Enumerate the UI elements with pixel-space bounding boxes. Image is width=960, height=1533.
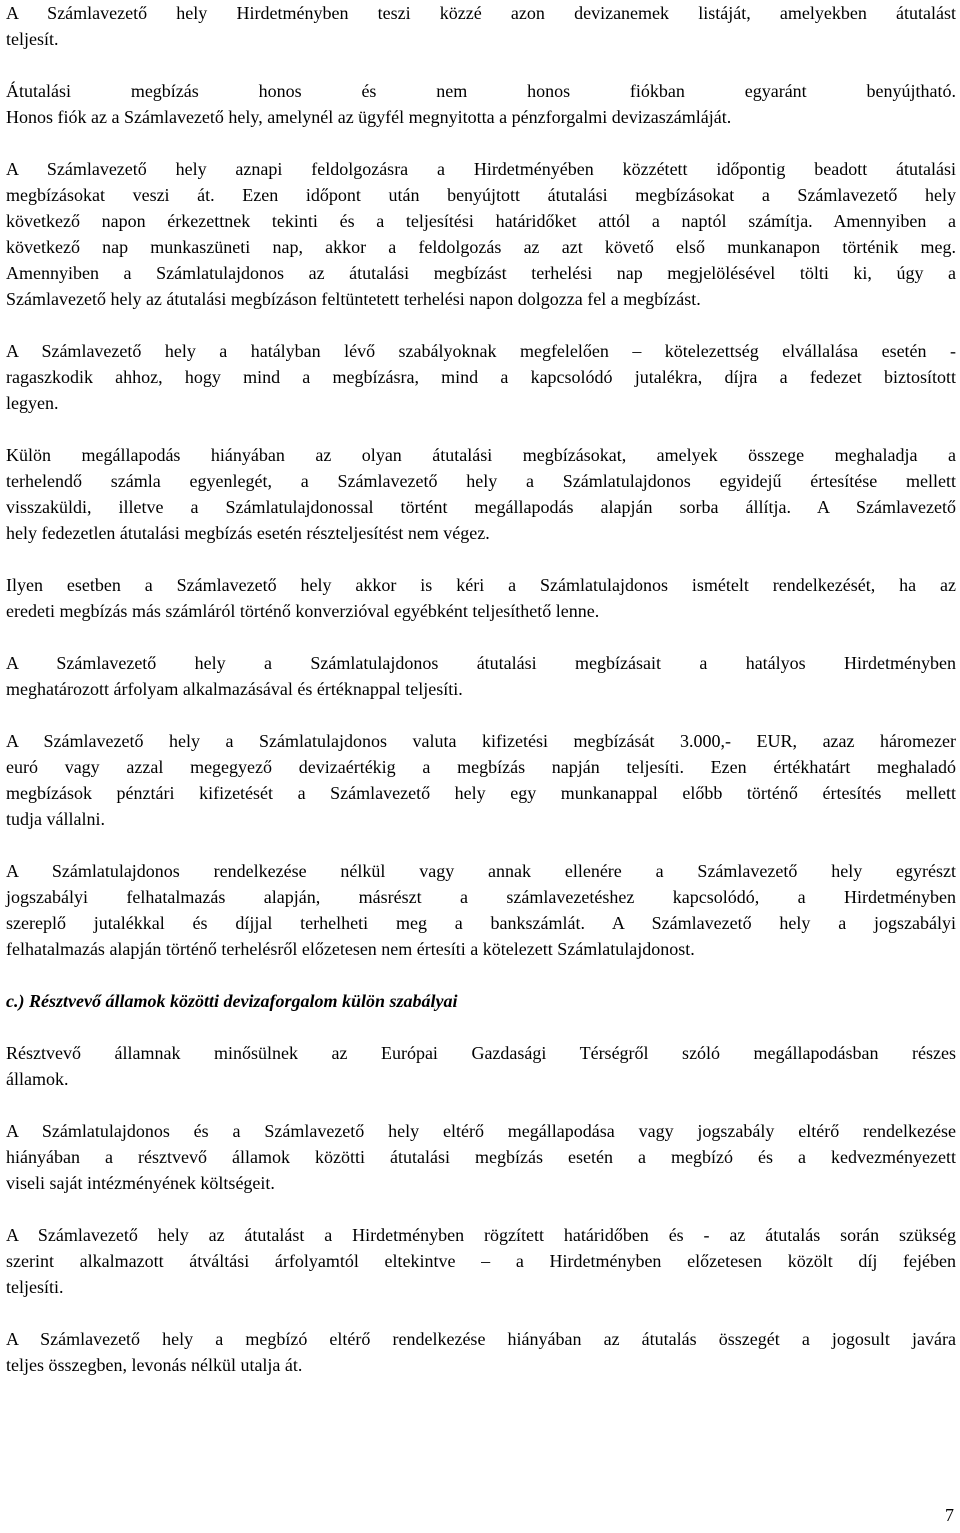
paragraph — [6, 0, 956, 52]
text-line: szerint alkalmazott átváltási árfolyamtól eltekintve – a Hirdetményben előzetesen közölt díj fejében — [6, 1251, 956, 1271]
paragraph — [6, 442, 956, 546]
text-line: teljes összegben, levonás nélkül utalja át. — [6, 1355, 303, 1375]
paragraph — [6, 1222, 956, 1300]
paragraph-spacing — [6, 702, 956, 728]
paragraph — [6, 78, 956, 130]
paragraph-spacing — [6, 52, 956, 78]
text-line: A Számlatulajdonos rendelkezése nélkül vagy annak ellenére a Számlavezető hely egyrészt — [6, 861, 956, 881]
text-line: teljesít. — [6, 29, 59, 49]
paragraph-spacing — [6, 546, 956, 572]
text-line: Átutalási megbízás honos és nem honos fiókban egyaránt benyújtható. — [6, 81, 956, 101]
text-line: A Számlatulajdonos és a Számlavezető hely eltérő megállapodása vagy jogszabály eltérő rendelkezése — [6, 1121, 956, 1141]
text-line: euró vagy azzal megegyező devizaértékig a megbízás napján teljesíti. Ezen értékhatárt meghaladó — [6, 757, 956, 777]
text-line: felhatalmazás alapján történő terhelésről előzetesen nem értesíti a kötelezett Számlatulajdonost. — [6, 939, 695, 959]
text-line: legyen. — [6, 393, 59, 413]
paragraph-spacing — [6, 832, 956, 858]
text-line: meghatározott árfolyam alkalmazásával és értéknappal teljesíti. — [6, 679, 463, 699]
text-line: terhelendő számla egyenlegét, a Számlavezető hely a Számlatulajdonos egyidejű értesítése mellett — [6, 471, 956, 491]
text-line: Résztvevő államnak minősülnek az Európai Gazdasági Térségről szóló megállapodásban részes — [6, 1043, 956, 1063]
paragraph-spacing — [6, 1196, 956, 1222]
text-line: A Számlavezető hely az átutalást a Hirdetményben rögzített határidőben és - az átutalás során szükség — [6, 1225, 956, 1245]
text-line: Külön megállapodás hiányában az olyan átutalási megbízásokat, amelyek összege meghaladja a — [6, 445, 956, 465]
text-line: hiányában a résztvevő államok közötti átutalási megbízás esetén a megbízó és a kedvezményezett — [6, 1147, 956, 1167]
text-line: A Számlavezető hely a megbízó eltérő rendelkezése hiányában az átutalás összegét a jogosult javára — [6, 1329, 956, 1349]
text-line: teljesíti. — [6, 1277, 64, 1297]
paragraph — [6, 1326, 956, 1378]
text-line: viseli saját intézményének költségeit. — [6, 1173, 275, 1193]
text-line: megbízások pénztári kifizetését a Számlavezető hely egy munkanappal előbb történő értesítés mellett — [6, 783, 956, 803]
text-line: hely fedezetlen átutalási megbízás esetén részteljesítést nem végez. — [6, 523, 490, 543]
text-line: eredeti megbízás más számláról történő konverzióval egyébként teljesíthető lenne. — [6, 601, 600, 621]
text-line: Honos fiók az a Számlavezető hely, amelynél az ügyfél megnyitotta a pénzforgalmi devizaszámláját. — [6, 107, 732, 127]
text-line: következő napon érkezettnek tekinti és a teljesítési határidőket attól a naptól számítja. Amennyiben a — [6, 211, 956, 231]
text-line: szereplő jutalékkal és díjjal terhelheti meg a bankszámlát. A Számlavezető hely a jogszabályi — [6, 913, 956, 933]
page-number: 7 — [945, 1505, 954, 1525]
text-line: A Számlavezető hely a Számlatulajdonos átutalási megbízásait a hatályos Hirdetményben — [6, 653, 956, 673]
paragraph — [6, 1118, 956, 1196]
paragraph-spacing — [6, 1092, 956, 1118]
paragraph-spacing — [6, 962, 956, 988]
paragraph — [6, 572, 956, 624]
document-page — [6, 0, 956, 1378]
text-line: következő nap munkaszüneti nap, akkor a feldolgozás az azt követő első munkanapon történik meg. — [6, 237, 956, 257]
text-line: A Számlavezető hely a hatályban lévő szabályoknak megfelelően – kötelezettség elvállalása esetén - — [6, 341, 956, 361]
section-heading: c.) Résztvevő államok közötti devizaforgalom külön szabályai — [6, 991, 458, 1011]
text-line: A Számlavezető hely a Számlatulajdonos valuta kifizetési megbízását 3.000,- EUR, azaz háromezer — [6, 731, 956, 751]
text-line: A Számlavezető hely aznapi feldolgozásra a Hirdetményében közzétett időpontig beadott átutalási — [6, 159, 956, 179]
paragraph-spacing — [6, 130, 956, 156]
paragraph — [6, 728, 956, 832]
text-line: jogszabályi felhatalmazás alapján, másrészt a számlavezetéshez kapcsolódó, a Hirdetményben — [6, 887, 956, 907]
text-line: Amennyiben a Számlatulajdonos az átutalási megbízást terhelési nap megjelölésével tölti ki, úgy a — [6, 263, 956, 283]
text-line: államok. — [6, 1069, 69, 1089]
paragraph — [6, 650, 956, 702]
text-line: Ilyen esetben a Számlavezető hely akkor is kéri a Számlatulajdonos ismételt rendelkezését, ha az — [6, 575, 956, 595]
paragraph-spacing — [6, 624, 956, 650]
text-line: visszaküldi, illetve a Számlatulajdonossal történt megállapodás alapján sorba állítja. A Számlavezető — [6, 497, 956, 517]
paragraph — [6, 1040, 956, 1092]
text-line: tudja vállalni. — [6, 809, 105, 829]
text-line: A Számlavezető hely Hirdetményben teszi közzé azon devizanemek listáját, amelyekben átutalást — [6, 3, 956, 23]
paragraph — [6, 338, 956, 416]
text-line: ragaszkodik ahhoz, hogy mind a megbízásra, mind a kapcsolódó jutalékra, díjra a fedezet biztosított — [6, 367, 956, 387]
paragraph — [6, 858, 956, 962]
paragraph — [6, 156, 956, 312]
paragraph-spacing — [6, 312, 956, 338]
paragraph-spacing — [6, 1014, 956, 1040]
text-line: Számlavezető hely az átutalási megbízáson feltüntetett terhelési napon dolgozza fel a megbízást. — [6, 289, 701, 309]
paragraph-spacing — [6, 416, 956, 442]
paragraph-spacing — [6, 1300, 956, 1326]
text-line: megbízásokat veszi át. Ezen időpont után benyújtott átutalási megbízásokat a Számlavezető hely — [6, 185, 956, 205]
